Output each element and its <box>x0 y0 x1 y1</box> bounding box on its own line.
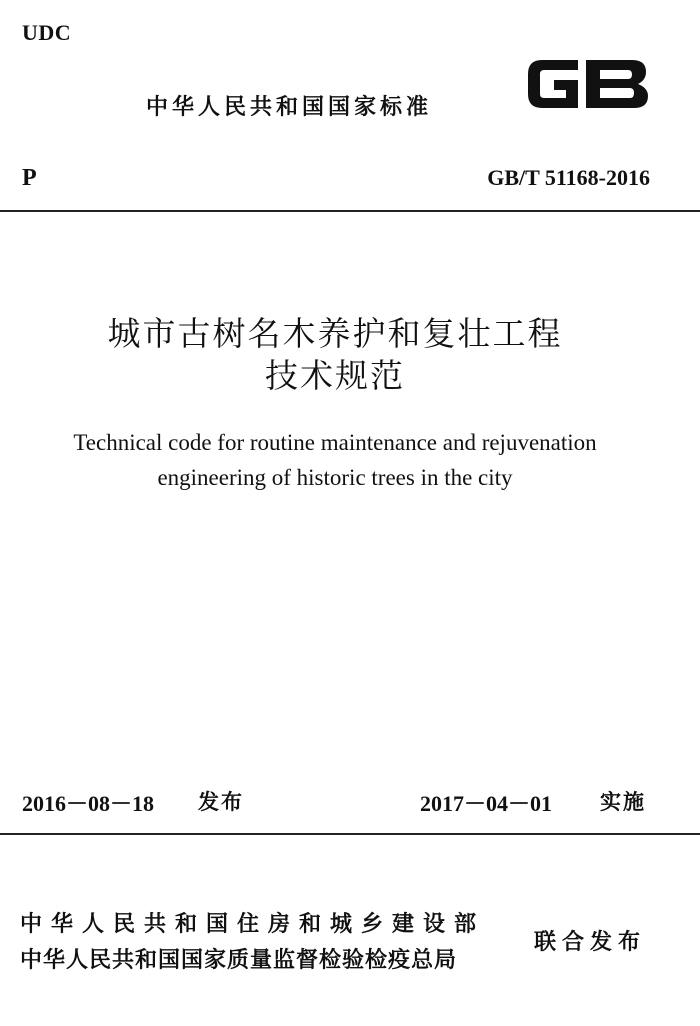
publish-label: 发布 <box>198 790 244 814</box>
title-english-line2: engineering of historic trees in the city <box>157 465 513 490</box>
publish-date: 2016－08－18 <box>22 791 155 816</box>
bottom-divider <box>0 833 700 835</box>
implement-label: 实施 <box>600 790 646 814</box>
title-english-line1: Technical code for routine maintenance and rejuvenation <box>73 430 597 455</box>
implement-date: 2017－04－01 <box>420 791 553 816</box>
top-divider <box>0 210 700 212</box>
issuer-ministry: 中华人民共和国住房和城乡建设部 <box>20 912 486 937</box>
standard-number: GB/T 51168-2016 <box>487 165 650 190</box>
title-chinese <box>0 313 670 397</box>
issuer-administration: 中华人民共和国国家质量监督检验检疫总局 <box>20 948 458 973</box>
title-chinese-line1: 城市古树名木养护和复壮工程 <box>107 314 563 353</box>
gb-logo-icon <box>520 50 654 118</box>
classification-code: P <box>22 165 37 191</box>
title-chinese-line2: 技术规范 <box>265 356 405 395</box>
standard-category: 中华人民共和国国家标准 <box>146 95 433 120</box>
udc-label: UDC <box>22 20 72 45</box>
joint-issue-label: 联合发布 <box>534 930 647 955</box>
title-english <box>0 425 670 495</box>
